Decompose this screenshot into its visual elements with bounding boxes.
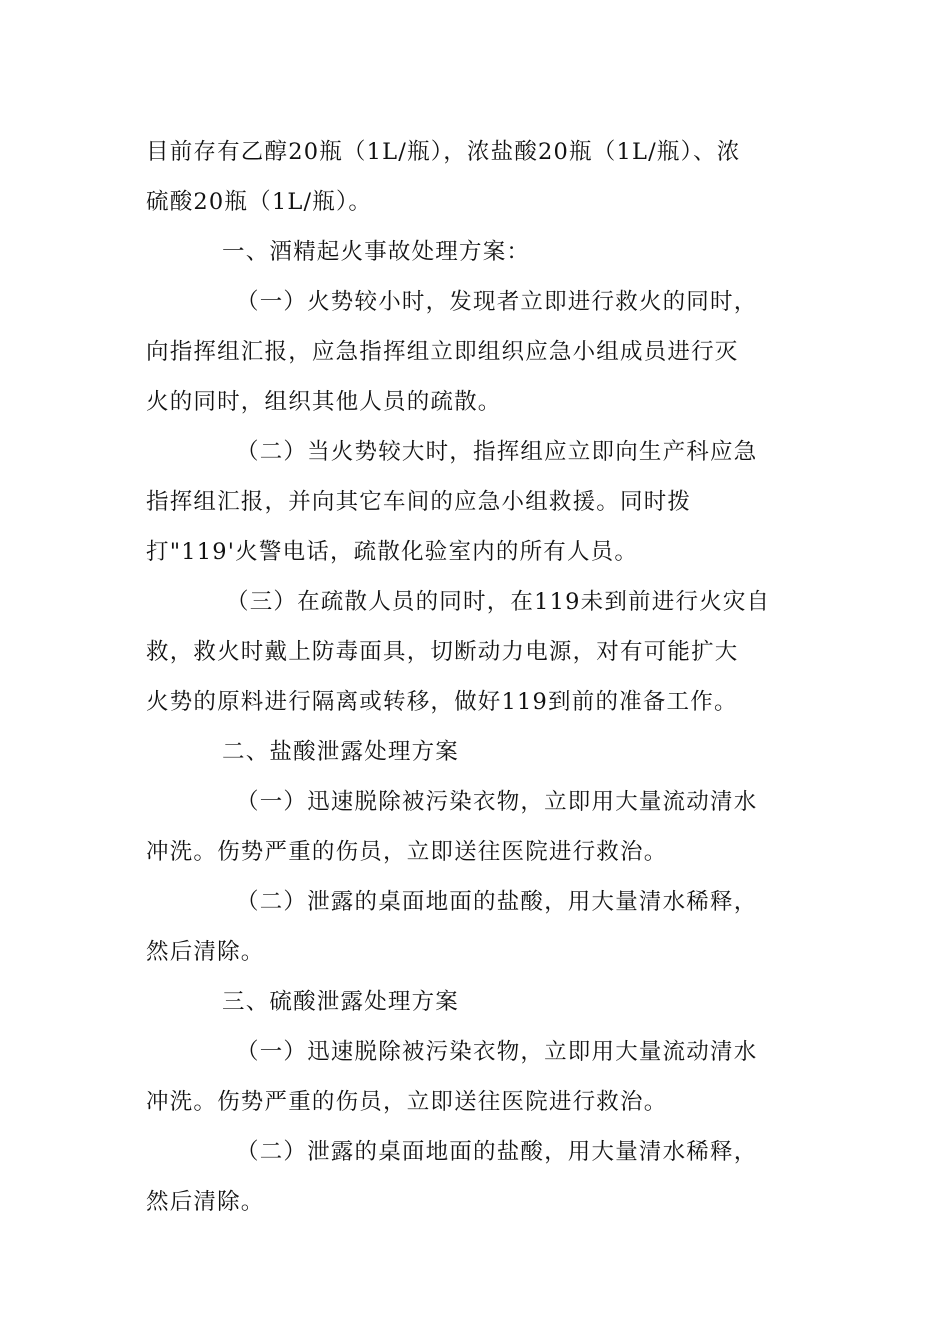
text-line: 打"119'火警电话，疏散化验室内的所有人员。 — [146, 539, 639, 565]
text-line: 硫酸20瓶（1L/瓶）。 — [146, 189, 373, 215]
text-line: 冲洗。伤势严重的伤员，立即送往医院进行救治。 — [146, 839, 668, 865]
text-line: 三、硫酸泄露处理方案 — [222, 989, 460, 1015]
document-body — [146, 127, 806, 1227]
text-line: （二）当火势较大时，指挥组应立即向生产科应急 — [236, 439, 758, 465]
text-line: （二）泄露的桌面地面的盐酸，用大量清水稀释， — [236, 1139, 758, 1165]
section-heading-sulfuric-acid — [146, 977, 806, 1027]
paragraph-hcl-item-2 — [146, 877, 806, 977]
text-line: （二）泄露的桌面地面的盐酸，用大量清水稀释， — [236, 889, 758, 915]
text-line: 火势的原料进行隔离或转移，做好119到前的准备工作。 — [146, 689, 738, 715]
text-line: 救，救火时戴上防毒面具，切断动力电源，对有可能扩大 — [146, 639, 739, 665]
text-line: （三）在疏散人员的同时，在119未到前进行火灾自 — [226, 589, 771, 615]
text-line: 目前存有乙醇20瓶（1L/瓶），浓盐酸20瓶（1L/瓶）、浓 — [146, 139, 741, 165]
text-line: 冲洗。伤势严重的伤员，立即送往医院进行救治。 — [146, 1089, 668, 1115]
paragraph-intro — [146, 127, 806, 227]
paragraph-fire-item-2 — [146, 427, 806, 577]
text-line: 指挥组汇报，并向其它车间的应急小组救援。同时拨 — [146, 489, 692, 515]
paragraph-h2so4-item-2 — [146, 1127, 806, 1227]
section-heading-alcohol-fire — [146, 227, 806, 277]
text-line: 一、酒精起火事故处理方案： — [222, 239, 531, 265]
text-line: 向指挥组汇报，应急指挥组立即组织应急小组成员进行灭 — [146, 339, 739, 365]
text-line: 二、盐酸泄露处理方案 — [222, 739, 460, 765]
paragraph-h2so4-item-1 — [146, 1027, 806, 1127]
section-heading-hydrochloric-acid — [146, 727, 806, 777]
text-line: 火的同时，组织其他人员的疏散。 — [146, 389, 502, 415]
text-line: （一）火势较小时，发现者立即进行救火的同时， — [236, 289, 758, 315]
text-line: 然后清除。 — [146, 1189, 265, 1215]
text-line: （一）迅速脱除被污染衣物，立即用大量流动清水 — [236, 1039, 758, 1065]
text-line: 然后清除。 — [146, 939, 265, 965]
paragraph-fire-item-1 — [146, 277, 806, 427]
paragraph-hcl-item-1 — [146, 777, 806, 877]
paragraph-fire-item-3 — [146, 577, 806, 727]
text-line: （一）迅速脱除被污染衣物，立即用大量流动清水 — [236, 789, 758, 815]
